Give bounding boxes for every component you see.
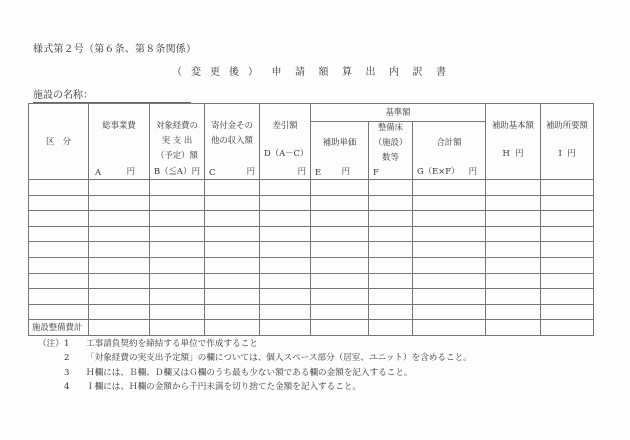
title-char: （ [172, 67, 182, 78]
cell[interactable] [150, 195, 205, 211]
cell[interactable] [369, 211, 413, 227]
cell[interactable] [205, 180, 260, 196]
cell[interactable] [29, 242, 89, 258]
header-unit-price: 補助単価 E 円 [311, 122, 369, 180]
cell[interactable] [413, 273, 486, 289]
table-row [29, 180, 594, 196]
cell[interactable] [89, 257, 150, 273]
cell[interactable] [369, 195, 413, 211]
cell[interactable] [150, 226, 205, 242]
cell[interactable] [205, 304, 260, 320]
cell[interactable] [311, 226, 369, 242]
cell[interactable] [260, 180, 311, 196]
cell[interactable] [311, 195, 369, 211]
cell[interactable] [260, 195, 311, 211]
facility-name-field[interactable] [33, 90, 191, 103]
title-char: 訳 [412, 67, 423, 78]
cell[interactable] [486, 242, 541, 258]
cell[interactable] [150, 273, 205, 289]
table-row [29, 211, 594, 227]
table-row [29, 242, 594, 258]
cell[interactable] [260, 320, 311, 336]
cell[interactable] [311, 257, 369, 273]
cell[interactable] [89, 180, 150, 196]
cell[interactable] [541, 289, 594, 305]
title-char: 内 [389, 67, 399, 78]
cell[interactable] [486, 320, 541, 336]
cell[interactable] [486, 273, 541, 289]
cell[interactable] [29, 180, 89, 196]
cell[interactable] [29, 304, 89, 320]
cell[interactable] [150, 242, 205, 258]
title-char: 書 [436, 67, 446, 78]
cell[interactable] [413, 320, 486, 336]
total-row [29, 320, 594, 336]
cell[interactable] [369, 226, 413, 242]
cell[interactable] [311, 304, 369, 320]
title-char: 出 [365, 67, 376, 78]
header-bed-count: 整備床 （施設） 数等 F [369, 122, 413, 180]
cell[interactable] [205, 195, 260, 211]
cell[interactable] [541, 211, 594, 227]
cell[interactable] [486, 289, 541, 305]
cell[interactable] [541, 195, 594, 211]
cell[interactable] [205, 320, 260, 336]
cell[interactable] [89, 211, 150, 227]
header-total-cost: 総事業費 A 円 [89, 104, 150, 180]
cell[interactable] [369, 242, 413, 258]
title-char: 更 [210, 67, 220, 78]
cell[interactable] [150, 304, 205, 320]
header-difference: 差引額 D（A－C） 円 [260, 104, 311, 180]
cell[interactable] [260, 273, 311, 289]
cell[interactable] [413, 242, 486, 258]
cell[interactable] [541, 180, 594, 196]
cell[interactable] [413, 257, 486, 273]
title-char: 額 [318, 67, 329, 78]
table-row [29, 257, 594, 273]
cell[interactable] [369, 257, 413, 273]
table-row [29, 304, 594, 320]
cell[interactable] [541, 320, 594, 336]
cell[interactable] [29, 257, 89, 273]
cell[interactable] [89, 242, 150, 258]
table-row [29, 195, 594, 211]
cell[interactable] [541, 304, 594, 320]
header-target-cost: 対象経費の 実 支 出 （予定）額 B（≦A） 円 [150, 104, 205, 180]
title-char: 請 [295, 67, 305, 78]
header-total-amount: 合計額 G（E×F） 円 [413, 122, 486, 180]
cell[interactable] [541, 273, 594, 289]
cell[interactable] [311, 211, 369, 227]
cell[interactable] [205, 257, 260, 273]
cell[interactable] [311, 320, 369, 336]
cell[interactable] [260, 289, 311, 305]
title-char: 後 [229, 67, 239, 78]
cell[interactable] [541, 242, 594, 258]
cell[interactable] [311, 273, 369, 289]
cell[interactable] [311, 289, 369, 305]
document-title [172, 63, 460, 78]
cell[interactable] [150, 211, 205, 227]
cell[interactable] [486, 180, 541, 196]
cell[interactable] [369, 180, 413, 196]
calculation-table [28, 103, 594, 336]
cell[interactable] [89, 304, 150, 320]
cell[interactable] [29, 273, 89, 289]
cell[interactable] [205, 226, 260, 242]
table-row [29, 226, 594, 242]
form-number: 様式第２号（第６条、第８条関係） [33, 44, 197, 55]
note-item: 3 Ｈ欄には、Ｂ欄、Ｄ欄又はＧ欄のうち最も少ない額である欄の金額を記入すること。 [64, 367, 413, 378]
cell[interactable] [205, 242, 260, 258]
header-standard-amount: 基準額 [311, 104, 486, 122]
cell[interactable] [150, 320, 205, 336]
title-char: 申 [271, 67, 282, 78]
cell[interactable] [260, 211, 311, 227]
cell[interactable] [486, 195, 541, 211]
cell[interactable] [205, 289, 260, 305]
cell[interactable] [89, 226, 150, 242]
cell[interactable] [150, 257, 205, 273]
cell[interactable] [541, 257, 594, 273]
notes [38, 337, 472, 394]
cell[interactable] [369, 273, 413, 289]
cell[interactable] [150, 289, 205, 305]
cell[interactable] [413, 226, 486, 242]
header-required-subsidy: 補助所要額 I 円 [541, 104, 594, 180]
cell[interactable] [413, 195, 486, 211]
cell[interactable] [369, 320, 413, 336]
cell[interactable] [413, 180, 486, 196]
cell[interactable] [260, 226, 311, 242]
title-char: 算 [342, 67, 352, 78]
cell[interactable] [413, 304, 486, 320]
cell[interactable] [29, 195, 89, 211]
cell[interactable] [29, 211, 89, 227]
cell[interactable] [260, 304, 311, 320]
cell[interactable] [311, 242, 369, 258]
cell[interactable] [369, 304, 413, 320]
note-item: （注） 1 工事請負契約を締結する単位で作成すること [38, 339, 258, 349]
cell[interactable] [205, 273, 260, 289]
cell[interactable] [89, 320, 150, 336]
cell[interactable] [150, 180, 205, 196]
facility-name-label: 施設の名称： [33, 90, 93, 101]
cell[interactable] [29, 289, 89, 305]
cell[interactable] [29, 226, 89, 242]
header-donation: 寄付金その 他の収入額 C 円 [205, 104, 260, 180]
cell[interactable] [311, 180, 369, 196]
cell[interactable] [486, 257, 541, 273]
cell[interactable] [260, 242, 311, 258]
cell[interactable] [486, 304, 541, 320]
cell[interactable] [369, 289, 413, 305]
header-category: 区 分 [29, 104, 89, 180]
cell[interactable] [486, 226, 541, 242]
cell[interactable] [89, 273, 150, 289]
title-char: 変 [191, 67, 201, 78]
cell[interactable] [260, 257, 311, 273]
cell[interactable] [89, 289, 150, 305]
note-item: 4 Ｉ欄には、Ｈ欄の金額から千円未満を切り捨てた金額を記入すること。 [64, 381, 362, 392]
cell[interactable] [413, 211, 486, 227]
note-item: 2 「対象経費の実支出予定額」の欄については、個人スペース部分（居室、ユニット）を含めること。 [64, 353, 472, 364]
cell[interactable] [89, 195, 150, 211]
cell[interactable] [541, 226, 594, 242]
title-char: ） [248, 67, 258, 78]
cell[interactable] [413, 289, 486, 305]
cell[interactable] [205, 211, 260, 227]
cell[interactable] [486, 211, 541, 227]
table-row [29, 273, 594, 289]
table-row [29, 289, 594, 305]
total-row-label: 施設整備費計 [29, 320, 89, 336]
header-base-subsidy: 補助基本額 H 円 [486, 104, 541, 180]
